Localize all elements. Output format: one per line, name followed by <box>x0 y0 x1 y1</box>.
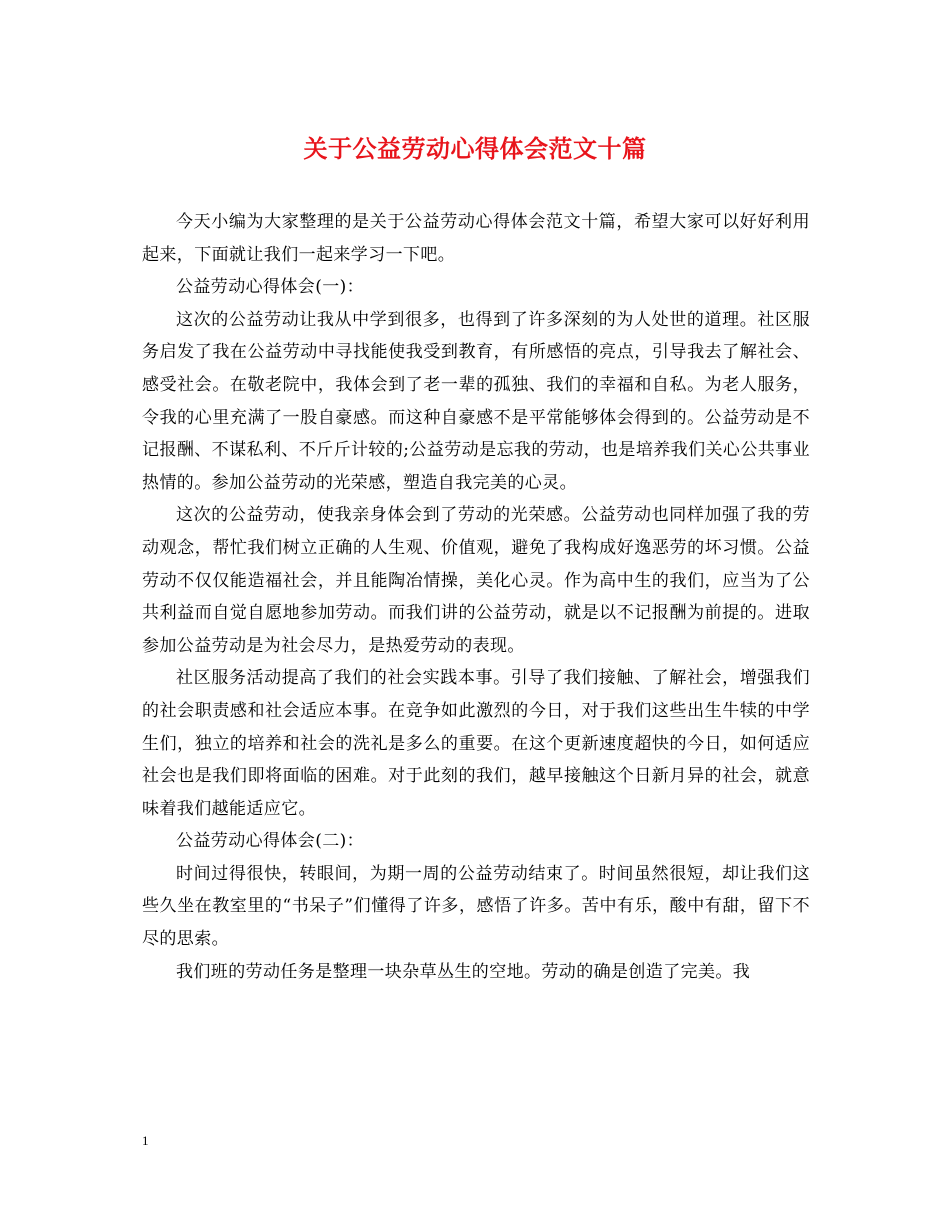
document-body <box>142 206 810 988</box>
document-title: 关于公益劳动心得体会范文十篇 <box>303 134 647 163</box>
section-heading-2: 公益劳动心得体会(二)： <box>176 831 365 852</box>
paragraph: 这次的公益劳动，使我亲身体会到了劳动的光荣感。公益劳动也同样加强了我的劳动观念，帮忙我们树立正确的人生观、价值观，避免了我构成好逸恶劳的坏习惯。公益劳动不仅仅能造福社会，并且能陶冶情操，美化心灵。作为高中生的我们，应当为了公共利益而自觉自愿地参加劳动。而我们讲的公益劳动，就是以不记报酬为前提的。进取参加公益劳动是为社会尽力，是热爱劳动的表现。 <box>142 505 810 656</box>
section-heading-1: 公益劳动心得体会(一)： <box>176 277 365 298</box>
paragraph: 这次的公益劳动让我从中学到很多，也得到了许多深刻的为人处世的道理。社区服务启发了我在公益劳动中寻找能使我受到教育，有所感悟的亮点，引导我去了解社会、感受社会。在敬老院中，我体会到了老一辈的孤独、我们的幸福和自私。为老人服务，令我的心里充满了一股自豪感。而这种自豪感不是平常能够体会得到的。公益劳动是不记报酬、不谋私利、不斤斤计较的;公益劳动是忘我的劳动，也是培养我们关心公共事业热情的。参加公益劳动的光荣感，塑造自我完美的心灵。 <box>142 309 810 493</box>
paragraph: 时间过得很快，转眼间，为期一周的公益劳动结束了。时间虽然很短，却让我们这些久坐在教室里的“书呆子”们懂得了许多，感悟了许多。苦中有乐，酸中有甜，留下不尽的思索。 <box>142 863 810 950</box>
paragraph: 我们班的劳动任务是整理一块杂草丛生的空地。劳动的确是创造了完美。我 <box>176 961 751 982</box>
paragraph-intro: 今天小编为大家整理的是关于公益劳动心得体会范文十篇，希望大家可以好好利用起来，下面就让我们一起来学习一下吧。 <box>142 212 810 265</box>
page-number: 1 <box>142 1133 149 1148</box>
paragraph: 社区服务活动提高了我们的社会实践本事。引导了我们接触、了解社会，增强我们的社会职责感和社会适应本事。在竞争如此激烈的今日，对于我们这些出生牛犊的中学生们，独立的培养和社会的洗礼是多么的重要。在这个更新速度超快的今日，如何适应社会也是我们即将面临的困难。对于此刻的我们，越早接触这个日新月异的社会，就意味着我们越能适应它。 <box>142 668 810 819</box>
